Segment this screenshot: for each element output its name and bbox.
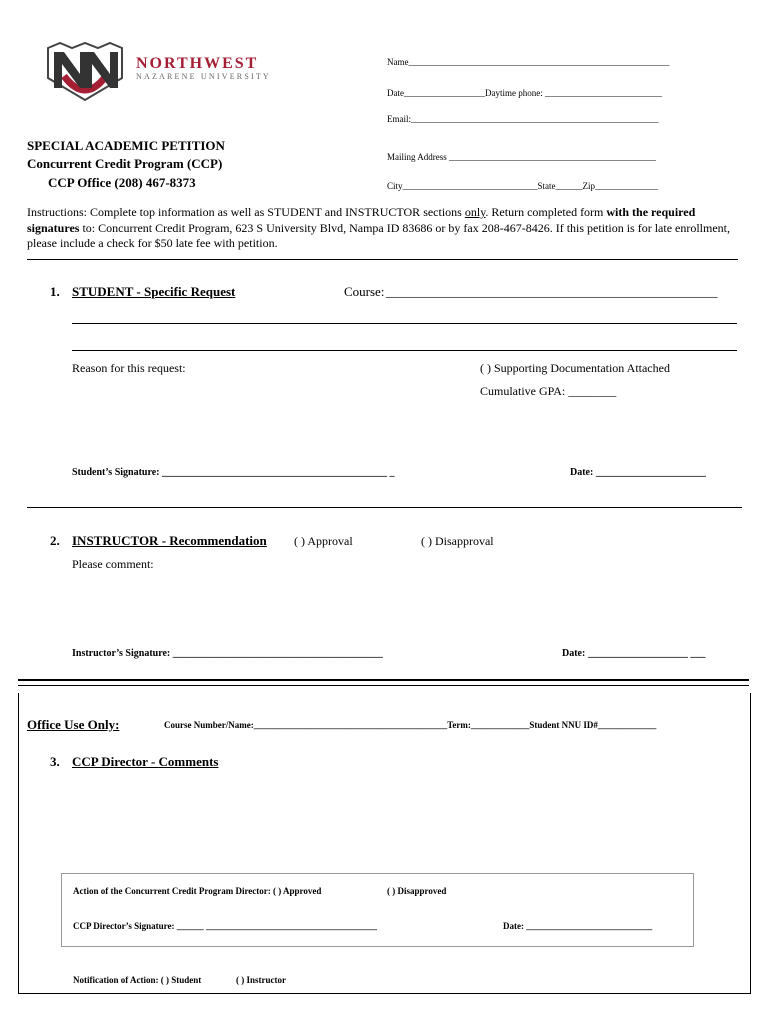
director-date-field[interactable]: Date: ____________________________: [503, 921, 653, 931]
request-line-2[interactable]: [72, 350, 737, 351]
gpa-field[interactable]: Cumulative GPA: ________: [480, 384, 617, 398]
name-field[interactable]: Name__________________________________________________________: [387, 57, 670, 67]
supporting-doc-checkbox[interactable]: ( ) Supporting Documentation Attached: [480, 361, 670, 375]
instructor-signature-field[interactable]: Instructor’s Signature: __________________________________________: [72, 648, 383, 659]
reason-label: Reason for this request:: [72, 361, 186, 375]
instructor-section-heading: INSTRUCTOR - Recommendation: [72, 533, 267, 548]
approval-checkbox[interactable]: ( ) Approval: [294, 534, 353, 548]
director-action-approved[interactable]: Action of the Concurrent Credit Program Director: ( ) Approved: [73, 886, 322, 896]
disapproval-checkbox[interactable]: ( ) Disapproval: [421, 534, 494, 548]
form-title: SPECIAL ACADEMIC PETITION: [27, 138, 225, 153]
notification-instructor[interactable]: ( ) Instructor: [236, 975, 286, 985]
program-name: Concurrent Credit Program (CCP): [27, 156, 223, 171]
director-section-number: 3.: [50, 754, 60, 769]
city-state-zip-field[interactable]: City______________________________State______Zip______________: [387, 181, 658, 191]
email-field[interactable]: Email:_______________________________________________________: [387, 114, 659, 124]
office-use-label: Office Use Only:: [27, 717, 120, 732]
divider: [18, 679, 749, 681]
student-section-heading: STUDENT - Specific Request: [72, 284, 236, 299]
office-phone: CCP Office (208) 467-8373: [48, 175, 196, 190]
director-signature-field[interactable]: CCP Director’s Signature: ______ ______________________________________: [73, 921, 377, 931]
notification-student[interactable]: Notification of Action: ( ) Student: [73, 975, 202, 985]
date-phone-field[interactable]: Date__________________Daytime phone: __________________________: [387, 88, 662, 98]
course-input[interactable]: ___________________________________________________: [386, 284, 718, 299]
divider: [27, 259, 738, 260]
director-action-disapproved[interactable]: ( ) Disapproved: [387, 886, 447, 896]
divider: [27, 507, 742, 508]
nnu-logo: [42, 40, 128, 102]
student-section-number: 1.: [50, 284, 60, 299]
request-line-1[interactable]: [72, 323, 737, 324]
course-label: Course:: [344, 284, 385, 299]
instructions: Instructions: Complete top information as well as STUDENT and INSTRUCTOR sections only. Return completed form with the required signatures to: Concurrent Credit Program, 623 S University Blvd, Nampa ID 83686 or by fax 208-467-8426. If this petition is for late enrollment, please include a check for $50 late fee with petition.: [27, 205, 731, 250]
instructor-section-number: 2.: [50, 533, 60, 548]
office-course-field[interactable]: Course Number/Name:___________________________________________Term:_____________Student NNU ID#_____________: [164, 720, 657, 730]
student-date-field[interactable]: Date: ______________________: [570, 467, 706, 478]
student-signature-field[interactable]: Student’s Signature: _____________________________________________ _: [72, 467, 395, 478]
instructor-date-field[interactable]: Date: ____________________ ___: [562, 648, 706, 659]
divider: [18, 685, 749, 686]
logo-subtitle: NAZARENE UNIVERSITY: [136, 72, 271, 81]
office-use-box: [18, 693, 751, 994]
director-action-box: [61, 873, 694, 947]
director-section-heading: CCP Director - Comments: [72, 754, 219, 769]
mailing-address-field[interactable]: Mailing Address ______________________________________________: [387, 152, 656, 162]
logo-wordmark: NORTHWEST: [136, 55, 259, 72]
comment-label: Please comment:: [72, 557, 154, 571]
